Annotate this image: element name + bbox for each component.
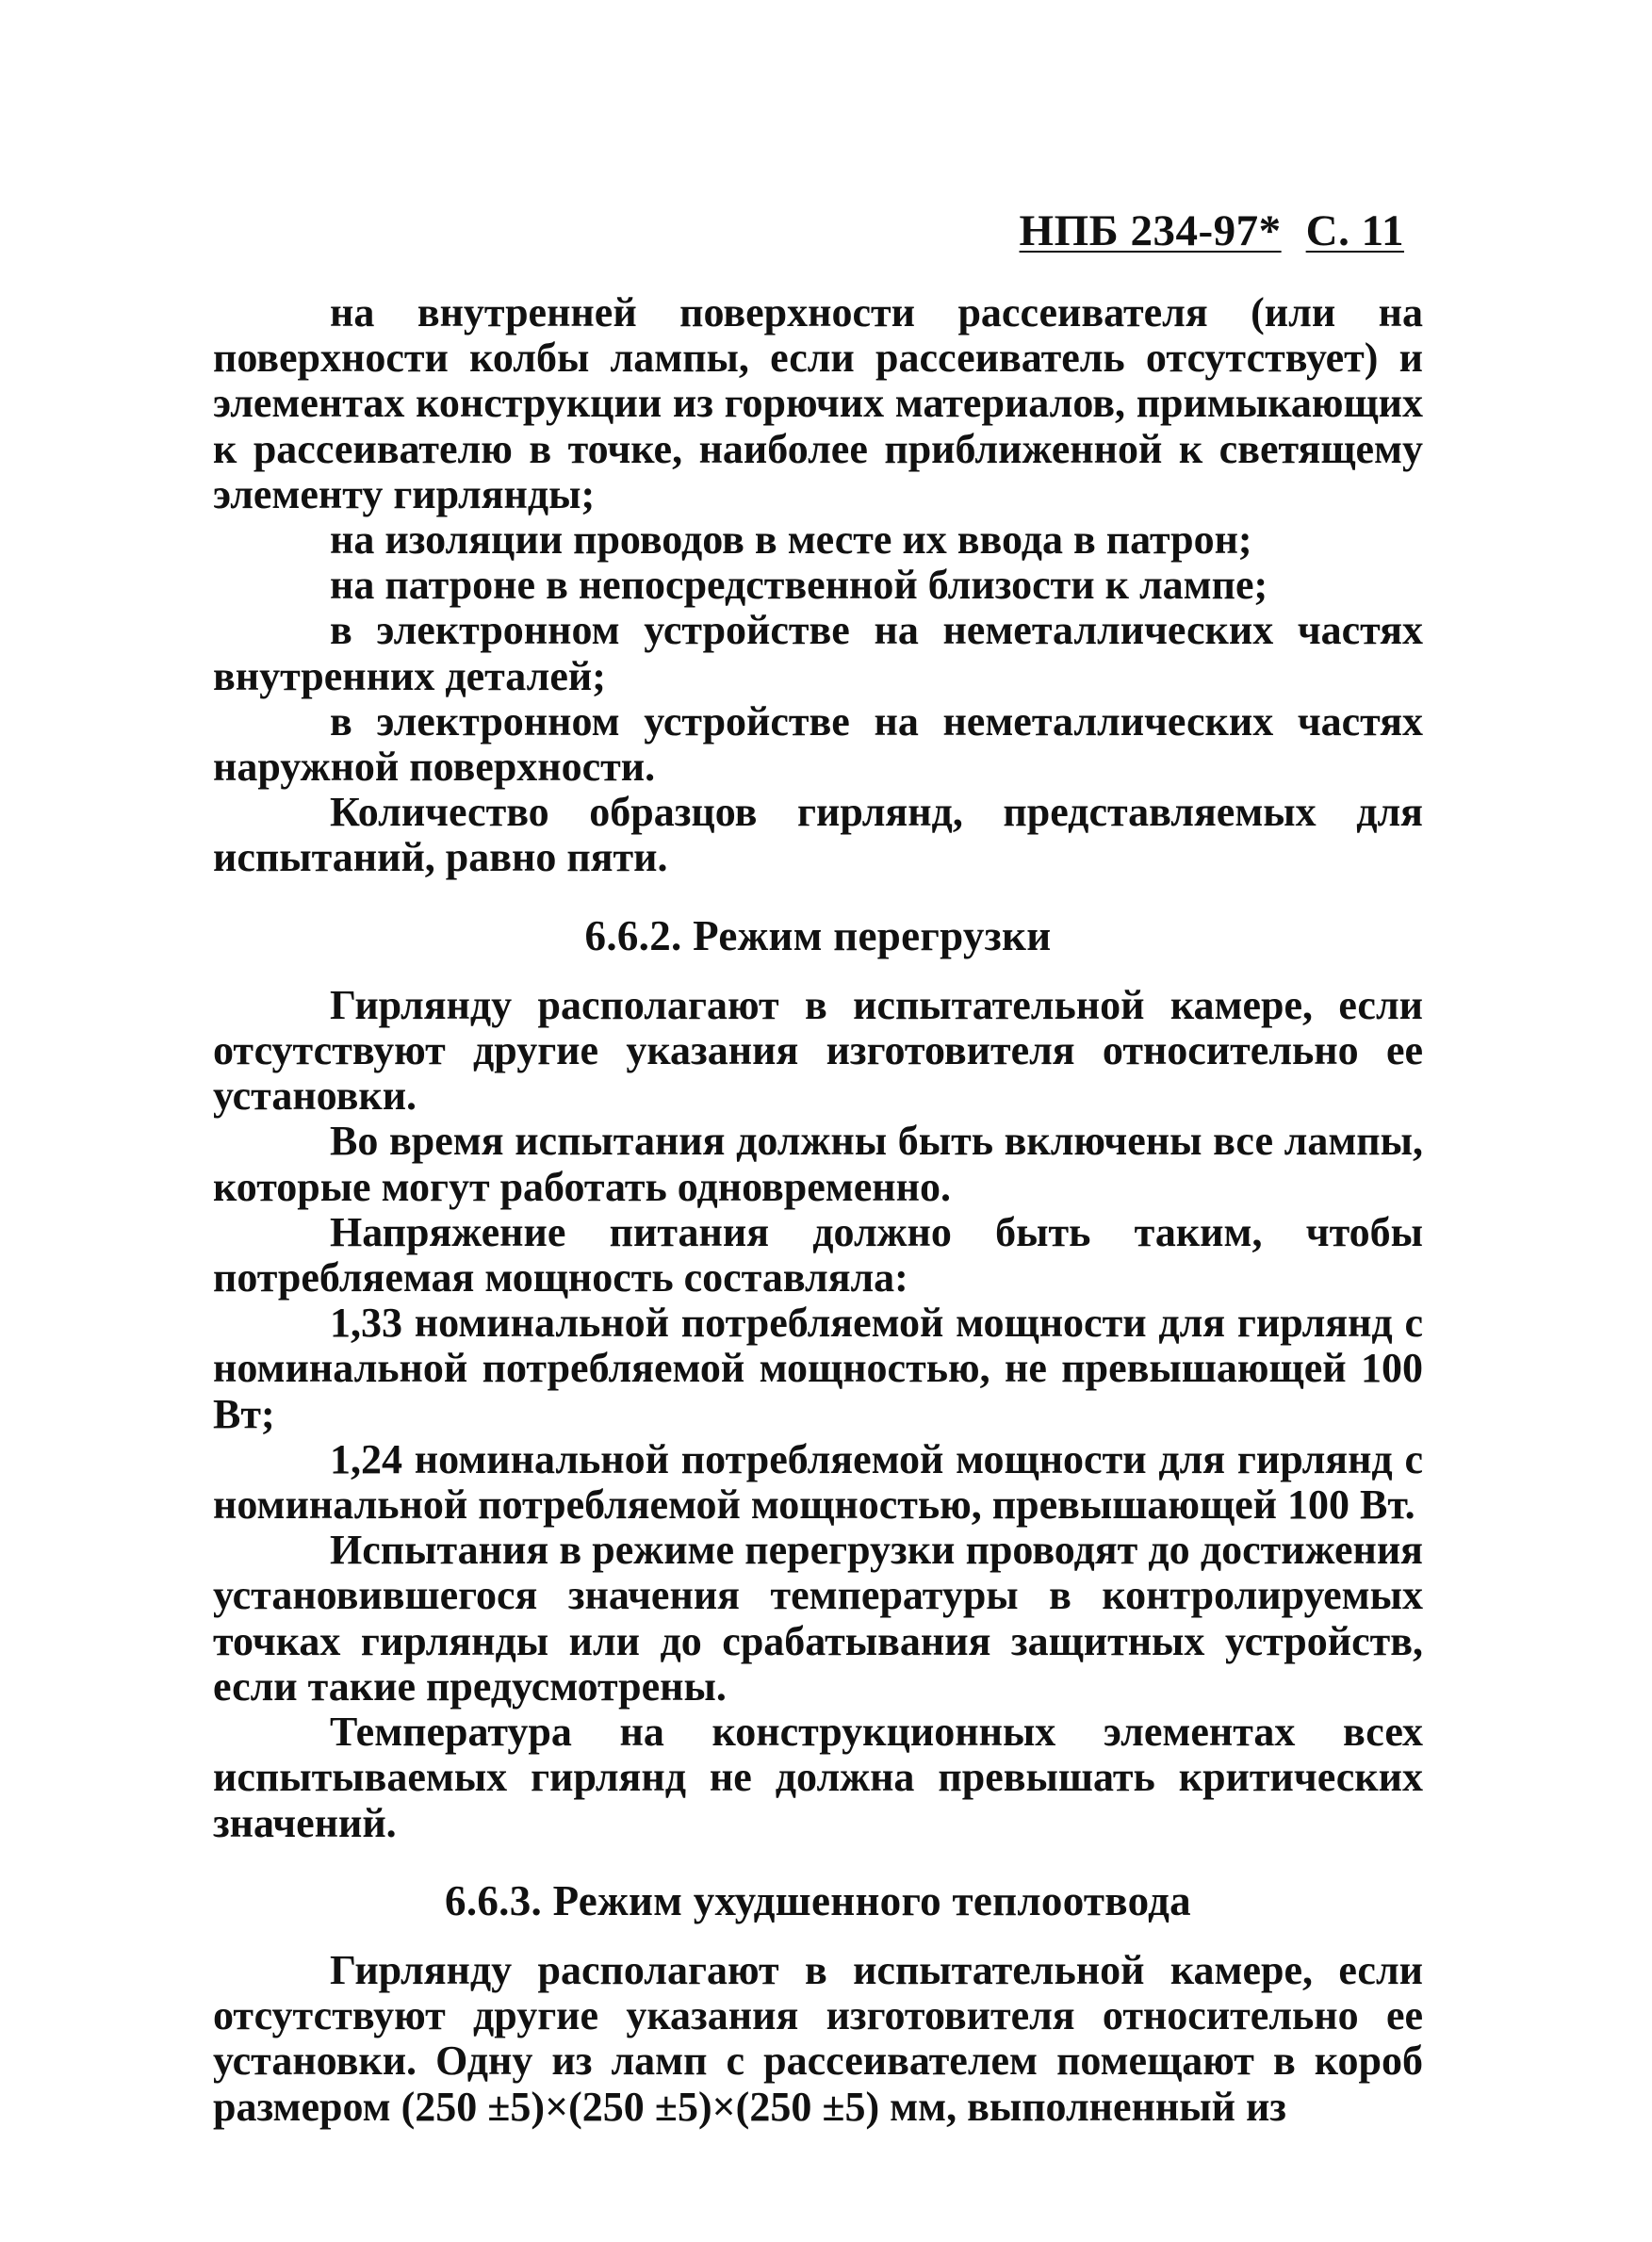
paragraph-662-4: 1,33 номинальной потребляемой мощности для гирлянд с номинальной потребляемой мощностью, не превышающей 100 Вт; xyxy=(213,1300,1423,1437)
paragraph-662-1: Гирлянду располагают в испытательной камере, если отсутствуют другие указания изготовителя относительно ее установки. xyxy=(213,981,1423,1120)
page-header xyxy=(1020,205,1404,256)
section-heading-663: 6.6.3. Режим ухудшенного теплоотвода xyxy=(445,1876,1191,1924)
paragraph-663-1: Гирлянду располагают в испытательной камере, если отсутствуют другие указания изготовителя относительно ее установки. Одну из ламп с рассеивателем помещают в короб размером (250 ±5)×(250 ±5)×(250 ±5) мм, выполненный из xyxy=(213,1946,1423,2130)
paragraph-intro-3: на патроне в непосредственной близости к лампе; xyxy=(330,562,1268,609)
document-body xyxy=(213,290,1423,2130)
paragraph-intro-2: на изоляции проводов в месте их ввода в патрон; xyxy=(330,516,1252,564)
paragraph-intro-5: в электронном устройстве на неметаллических частях наружной поверхности. xyxy=(213,697,1423,791)
page-number: С. 11 xyxy=(1305,206,1404,255)
section-heading-662: 6.6.2. Режим перегрузки xyxy=(584,911,1052,959)
paragraph-intro-6: Количество образцов гирлянд, представляемых для испытаний, равно пяти. xyxy=(213,789,1423,881)
paragraph-662-7: Температура на конструкционных элементах всех испытываемых гирлянд не должна превышать критических значений. xyxy=(213,1709,1423,1846)
document-code: НПБ 234-97* xyxy=(1019,206,1282,255)
paragraph-662-6: Испытания в режиме перегрузки проводят до достижения установившегося значения температуры в контролируемых точках гирлянды или до срабатывания защитных устройств, если такие предусмотрены. xyxy=(213,1527,1423,1710)
paragraph-662-2: Во время испытания должны быть включены все лампы, которые могут работать одновременно. xyxy=(213,1118,1423,1210)
paragraph-662-5: 1,24 номинальной потребляемой мощности для гирлянд с номинальной потребляемой мощностью, превышающей 100 Вт. xyxy=(213,1435,1423,1529)
paragraph-662-3: Напряжение питания должно быть таким, чтобы потребляемая мощность составляла: xyxy=(213,1208,1423,1301)
paragraph-intro-1: на внутренней поверхности рассеивателя (или на поверхности колбы лампы, если рассеиватель отсутствует) и элементах конструкции из горючих материалов, примыкающих к рассеивателю в точке, наиболее приближенной к светящему элементу гирлянды; xyxy=(213,289,1423,517)
paragraph-intro-4: в электронном устройстве на неметаллических частях внутренних деталей; xyxy=(213,607,1423,699)
